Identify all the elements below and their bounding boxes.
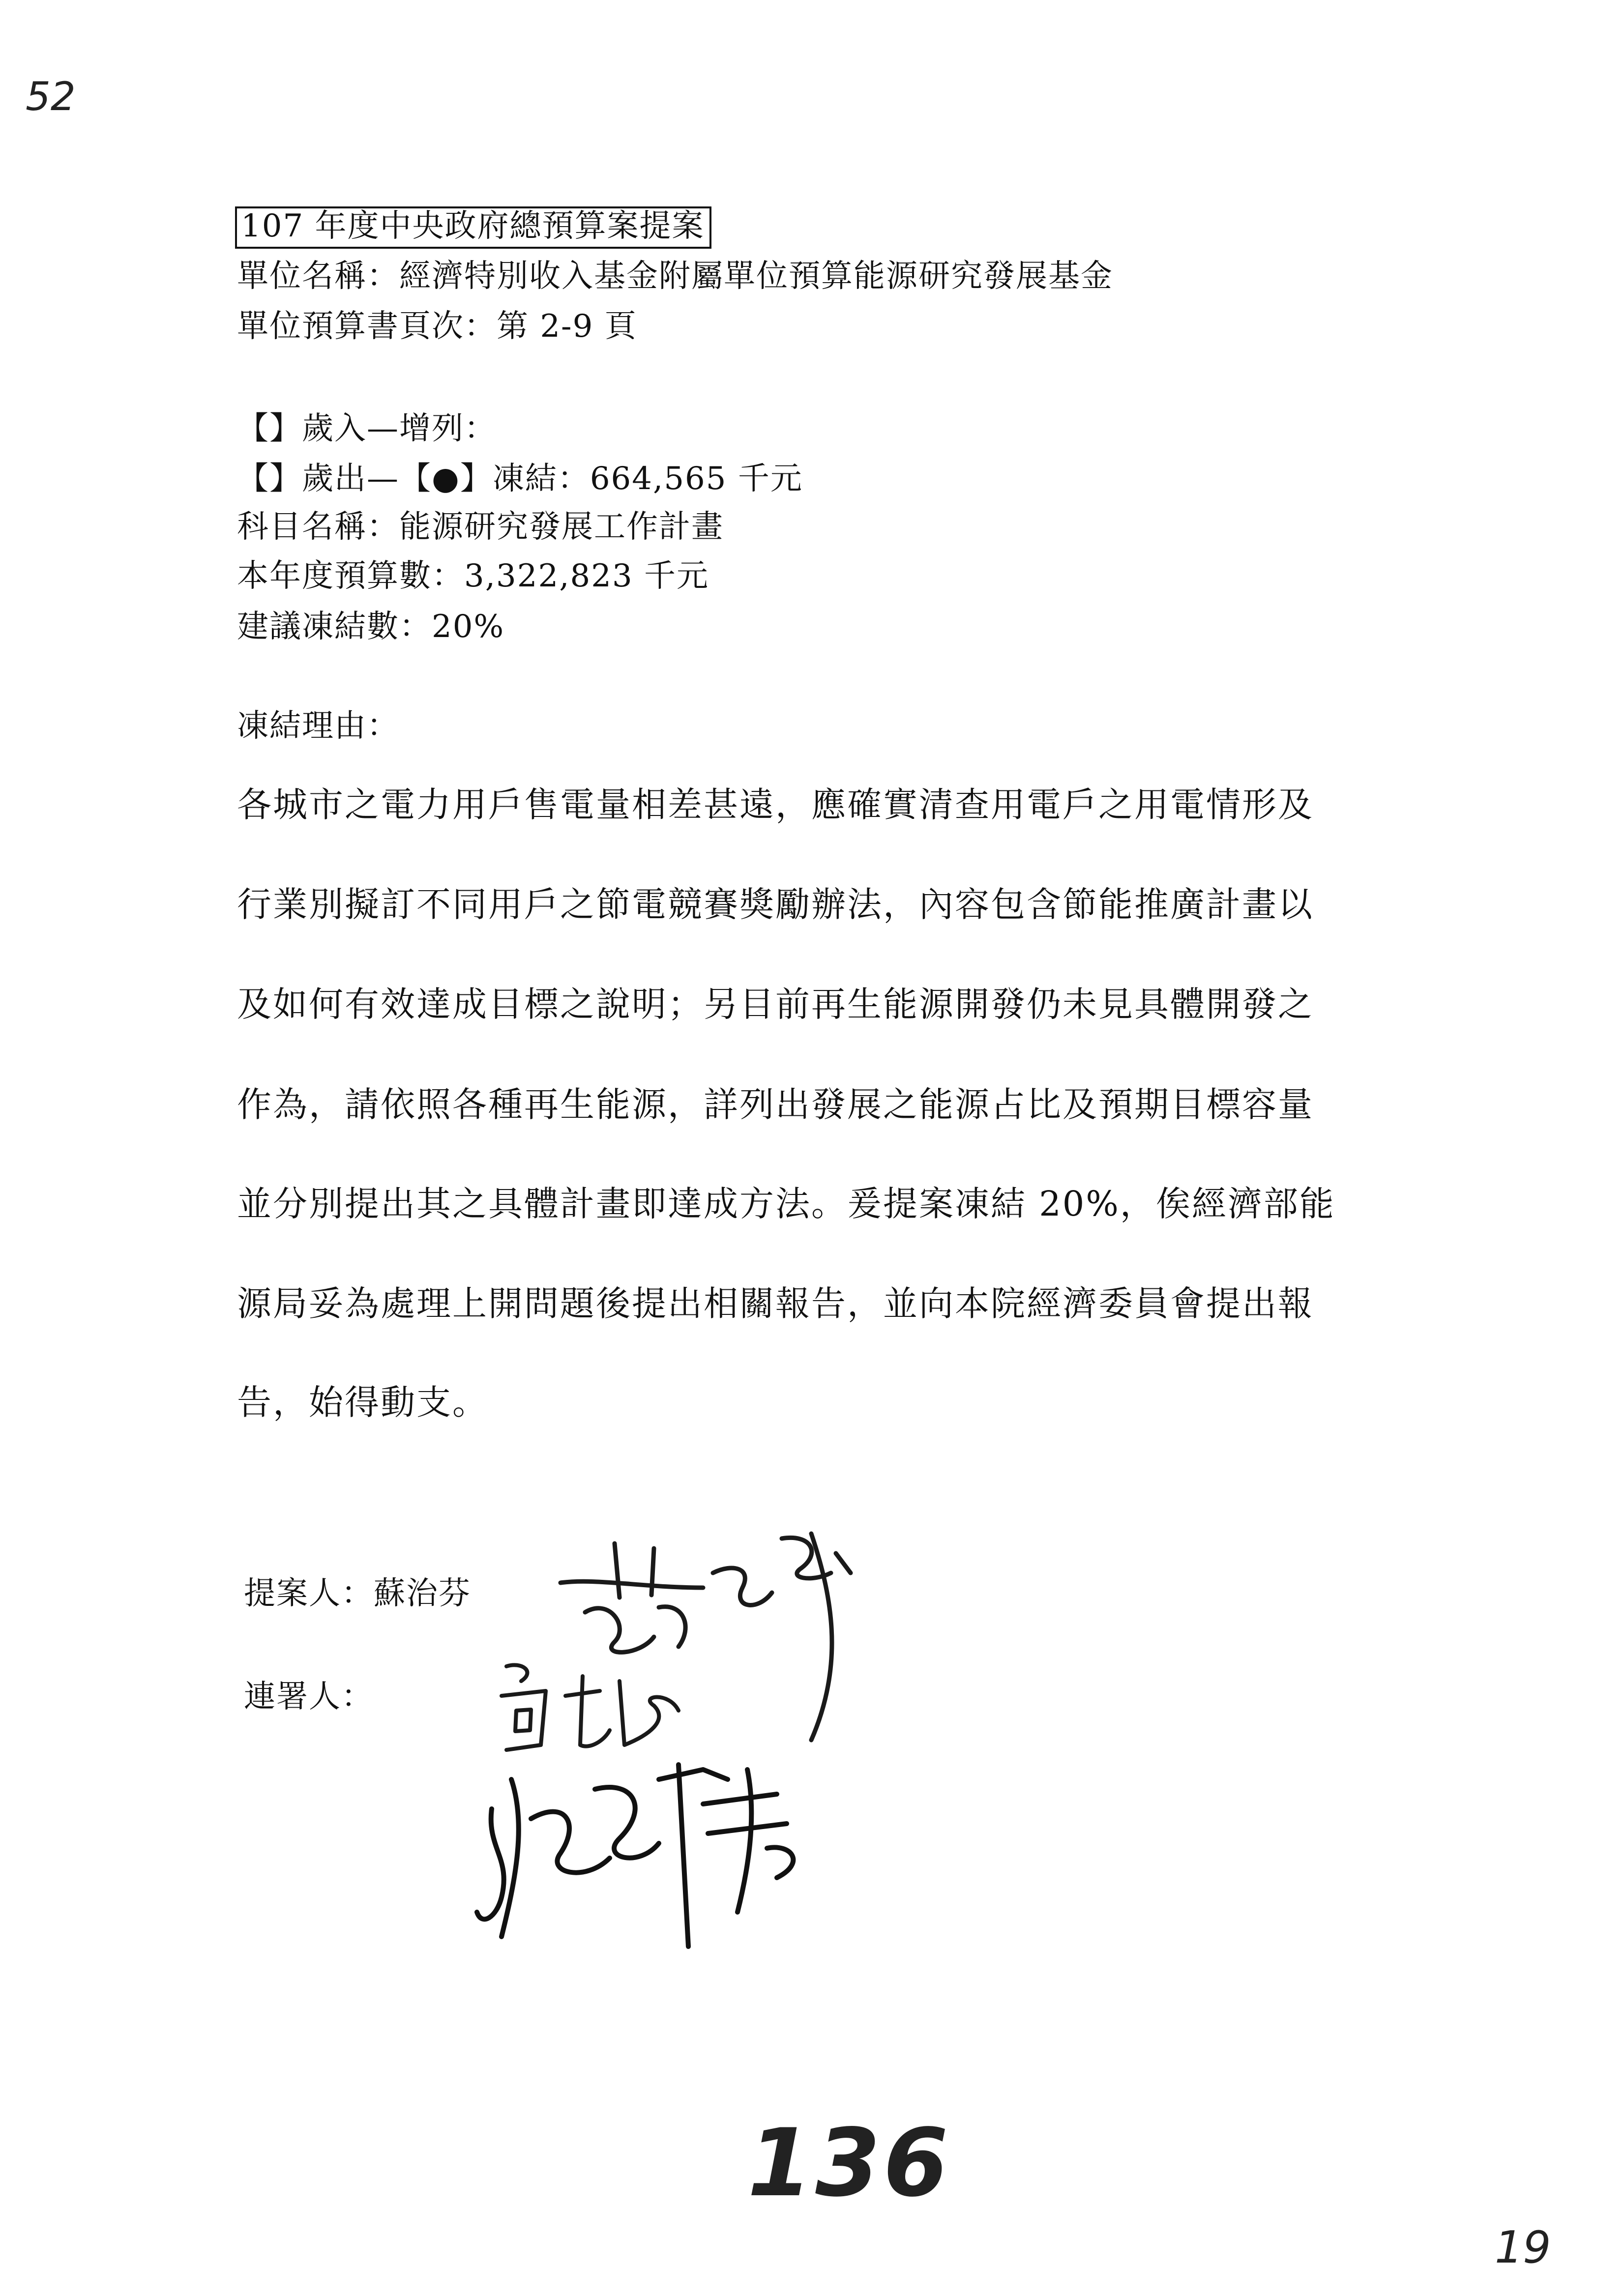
- subject-line: 科目名稱：能源研究發展工作計畫: [237, 509, 724, 545]
- cosigner-signature-2: [472, 1750, 826, 1947]
- reason-line: 告，始得動支。: [237, 1382, 488, 1423]
- budget-line: 本年度預算數：3,322,823 千元: [237, 558, 709, 594]
- page-number: 136: [747, 2109, 951, 2217]
- freeze-ratio-line: 建議凍結數：20%: [237, 609, 505, 645]
- margin-note: 52: [26, 74, 76, 119]
- proposer-label: 提案人：蘇治芬: [244, 1575, 471, 1612]
- reason-line: 及如何有效達成目標之說明；另目前再生能源開發仍未見具體開發之: [237, 984, 1314, 1024]
- reason-heading: 凍結理由：: [237, 708, 399, 744]
- document-title: 107 年度中央政府總預算案提案: [235, 206, 711, 249]
- expense-line: 【】歲出—【●】凍結：664,565 千元: [237, 461, 803, 497]
- reason-line: 並分別提出其之具體計畫即達成方法。爰提案凍結 20%，俟經濟部能: [237, 1184, 1335, 1224]
- corner-number: 19: [1495, 2222, 1551, 2273]
- page-reference: 單位預算書頁次：第 2-9 頁: [237, 308, 637, 345]
- reason-line: 行業別擬訂不同用戶之節電競賽獎勵辦法，內容包含節能推廣計畫以: [237, 884, 1314, 925]
- cosigner-label: 連署人：: [244, 1679, 374, 1715]
- unit-name: 單位名稱：經濟特別收入基金附屬單位預算能源研究發展基金: [237, 258, 1113, 294]
- reason-line: 作為，請依照各種再生能源，詳列出發展之能源占比及預期目標容量: [237, 1084, 1314, 1125]
- reason-line: 各城市之電力用戶售電量相差甚遠，應確實清查用電戶之用電情形及: [237, 785, 1314, 825]
- reason-line: 源局妥為處理上開問題後提出相關報告，並向本院經濟委員會提出報: [237, 1283, 1314, 1324]
- revenue-line: 【】歲入—增列：: [237, 410, 497, 447]
